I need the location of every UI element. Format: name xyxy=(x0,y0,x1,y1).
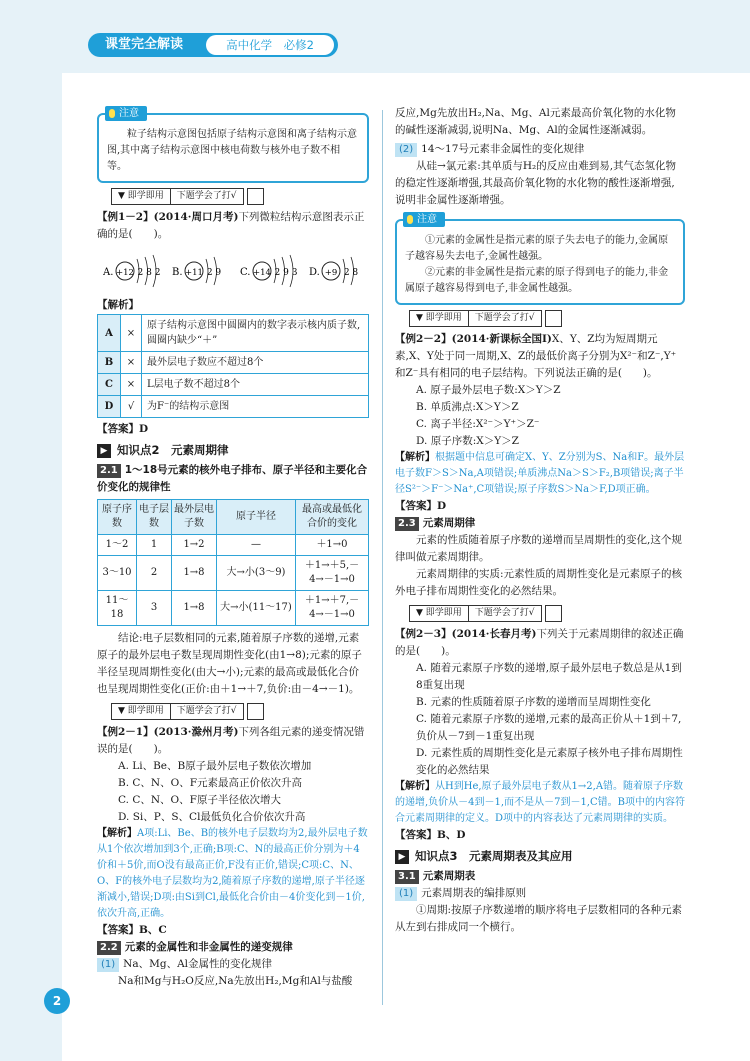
subject-title: 高中化学 必修2 xyxy=(206,35,334,55)
analysis-label: 【解析】 xyxy=(97,828,137,839)
table-cell: 1 xyxy=(137,535,172,556)
knowledge-point-title: 知识点3 元素周期表及其应用 xyxy=(415,849,573,863)
section-number: 2.3 xyxy=(395,517,419,531)
judge-mark: √ xyxy=(121,396,142,418)
left-margin-band xyxy=(0,73,62,1061)
learned-label: 下题学会了打√ xyxy=(469,605,542,622)
example-2-2 xyxy=(395,331,685,382)
note-text: ②元素的非金属性是指元素的原子得到电子的能力,非金属原子越容易得到电子,非金属性越强。 xyxy=(405,267,669,294)
atom-diagram-a xyxy=(103,251,163,291)
analysis-reason: 最外层电子数应不超过8个 xyxy=(142,352,369,374)
column-header: 原子半径 xyxy=(217,500,296,535)
learned-label: 下题学会了打√ xyxy=(469,310,542,327)
atom-shells: 2 9 3 xyxy=(274,268,298,278)
learned-checkbox[interactable] xyxy=(545,605,562,622)
table-cell: 1→8 xyxy=(172,556,217,591)
quick-use-label: ▼ 即学即用 xyxy=(111,188,171,205)
table-row xyxy=(98,591,369,626)
option-a: A. 原子最外层电子数:X＞Y＞Z xyxy=(416,384,561,396)
analysis-reason: L层电子数不超过8个 xyxy=(142,374,369,396)
learned-label: 下题学会了打√ xyxy=(171,703,244,720)
table-cell: ＋1→0 xyxy=(296,535,369,556)
note-label: 注意 xyxy=(403,212,445,227)
example-title: 【例2－2】(2014·新课标全国Ⅰ) xyxy=(395,333,552,345)
subsection-number: (2) xyxy=(395,143,417,157)
atom-diagrams xyxy=(103,251,369,291)
section-title: 元素的金属性和非金属性的递变规律 xyxy=(124,941,293,953)
table-cell: 大→小(3～9) xyxy=(217,556,296,591)
page-number: 2 xyxy=(44,988,70,1014)
book-title: 课堂完全解读 xyxy=(104,37,183,52)
table-cell: 1→2 xyxy=(172,535,217,556)
analysis-reason: 为F⁻的结构示意图 xyxy=(142,396,369,418)
column-header: 最外层电子数 xyxy=(172,500,217,535)
header-banner xyxy=(88,33,338,57)
table-cell: 1～2 xyxy=(98,535,137,556)
table-row xyxy=(98,352,369,374)
option-a: A. Li、Be、B原子最外层电子数依次增加 xyxy=(118,760,312,772)
analysis-reason: 原子结构示意图中圆圈内的数字表示核内质子数,圆圈内缺少“＋” xyxy=(142,315,369,352)
table-row xyxy=(98,396,369,418)
analysis-label: 【解析】 xyxy=(395,452,435,463)
note-label: 注意 xyxy=(105,106,147,121)
example-text: X、Y、Z均为短周期元素,X、Y处于同一周期,X、Z的最低价离子分别为X²⁻和Z⁻,Y⁺和Z⁻具有相同的电子层结构。下列说法正确的是( )。 xyxy=(395,333,677,379)
subsection-number: (1) xyxy=(395,887,417,901)
option-d: D. 元素性质的周期性变化是元素原子核外电子排布周期性变化的必然结果 xyxy=(416,747,683,776)
subsection-number: (1) xyxy=(97,958,119,972)
note-box xyxy=(395,214,685,305)
example-text: 下列各组元素的递变情况错误的是( )。 xyxy=(97,726,365,755)
atom-letter: C. xyxy=(240,267,251,278)
example-text: 下列微粒结构示意图表示正确的是( )。 xyxy=(97,211,365,240)
option-b: B. C、N、O、F元素最高正价依次升高 xyxy=(118,777,303,789)
option-d: D. Si、P、S、Cl最低负化合价依次升高 xyxy=(118,811,306,823)
subsection-title: Na、Mg、Al金属性的变化规律 xyxy=(123,958,273,970)
quick-check xyxy=(409,605,685,622)
atom-diagram-c xyxy=(240,251,300,291)
right-column xyxy=(395,105,685,936)
quick-use-label: ▼ 即学即用 xyxy=(409,605,469,622)
table-row xyxy=(98,535,369,556)
example-title: 【例2－1】(2013·滁州月考) xyxy=(97,726,239,738)
table-row xyxy=(98,315,369,352)
table-row xyxy=(98,556,369,591)
subsection-title: 元素周期表的编排原则 xyxy=(421,887,527,899)
paragraph: 元素周期律的实质:元素性质的周期性变化是元素原子的核外电子排布周期性变化的必然结果。 xyxy=(395,568,683,597)
subsection-2-2-2 xyxy=(395,141,685,158)
quick-check xyxy=(111,188,369,205)
analysis-block xyxy=(97,826,369,922)
atom-diagram-b xyxy=(172,251,232,291)
quick-check xyxy=(409,310,685,327)
option-a: A. 随着元素原子序数的递增,原子最外层电子数总是从1到8重复出现 xyxy=(416,662,682,691)
atom-shells: 2 9 xyxy=(206,268,221,278)
table-cell: 1→8 xyxy=(172,591,217,626)
subsection-title: 14～17号元素非金属性的变化规律 xyxy=(421,143,585,155)
example-text: 下列关于元素周期律的叙述正确的是( )。 xyxy=(395,628,684,657)
learned-label: 下题学会了打√ xyxy=(171,188,244,205)
atom-nucleus: +12 xyxy=(116,268,134,278)
table-cell: 3 xyxy=(137,591,172,626)
quick-check xyxy=(111,703,369,720)
atom-letter: D. xyxy=(308,267,320,278)
analysis-label: 【解析】 xyxy=(395,781,435,792)
judge-mark: × xyxy=(121,352,142,374)
section-title: 1～18号元素的核外电子排布、原子半径和主要化合价变化的规律性 xyxy=(97,464,368,493)
option-letter: A xyxy=(98,315,121,352)
option-d: D. 原子序数:X＞Y＞Z xyxy=(416,435,519,447)
paragraph: Na和Mg与H₂O反应,Na先放出H₂,Mg和Al与盐酸 xyxy=(118,975,353,987)
analysis-text: 从H到He,原子最外层电子数从1→2,A错。随着原子序数的递增,负价从－4到－1,而不是从－7到－1,C错。B项中的内容符合元素周期律的定义。D项中的内容表达了元素周期律的实质。 xyxy=(395,781,685,824)
column-header: 电子层数 xyxy=(137,500,172,535)
table-row xyxy=(98,374,369,396)
judge-mark: × xyxy=(121,315,142,352)
analysis-text: A项:Li、Be、B的核外电子层数均为2,最外层电子数从1个依次增加到3个,正确;B项:C、N的最高正价分别为＋4价和＋5价,而O没有最高正价,F没有正价,错误;C项:C、N、O、F的核外电子层数均为2,随着原子序数的递增,原子半径逐渐减小,错误;D项:由Si到Cl,最低化合价由－4价变化到－1价,依次升高,正确。 xyxy=(97,828,368,919)
example-title: 【例1－2】(2014·周口月考) xyxy=(97,211,239,223)
knowledge-point-title: 知识点2 元素周期律 xyxy=(117,443,229,457)
quick-use-label: ▼ 即学即用 xyxy=(409,310,469,327)
option-c: C. 随着元素原子序数的递增,元素的最高正价从＋1到＋7,负价从－7到－1重复出现 xyxy=(416,713,682,742)
table-header-row xyxy=(98,500,369,535)
table-cell: 大→小(11～17) xyxy=(217,591,296,626)
atom-letter: B. xyxy=(171,267,183,278)
quick-use-label: ▼ 即学即用 xyxy=(111,703,171,720)
option-letter: B xyxy=(98,352,121,374)
paragraph: 反应,Mg先放出H₂,Na、Mg、Al元素最高价氧化物的水化物的碱性逐渐减弱,说明Na、Mg、Al的金属性逐渐减弱。 xyxy=(395,107,676,136)
answer: 【答案】D xyxy=(97,423,149,435)
play-triangle-icon: ▶ xyxy=(395,850,409,864)
atom-diagram-d xyxy=(309,251,369,291)
column-divider xyxy=(382,110,383,1005)
example-2-1 xyxy=(97,724,369,758)
option-letter: D xyxy=(98,396,121,418)
section-title: 元素周期表 xyxy=(422,870,476,882)
periodicity-table xyxy=(97,499,369,626)
analysis-block xyxy=(395,450,685,498)
learned-checkbox[interactable] xyxy=(545,310,562,327)
example-2-3 xyxy=(395,626,685,660)
judge-mark: × xyxy=(121,374,142,396)
left-column xyxy=(97,105,369,990)
option-c: C. C、N、O、F原子半径依次增大 xyxy=(118,794,281,806)
answer: 【答案】B、C xyxy=(97,924,167,936)
paragraph: ①周期:按原子序数递增的顺序将电子层数相同的各种元素从左到右排成同一个横行。 xyxy=(395,904,683,933)
answer: 【答案】D xyxy=(395,500,447,512)
atom-nucleus: +11 xyxy=(184,268,203,278)
option-c: C. 离子半径:X²⁻＞Y⁺＞Z⁻ xyxy=(416,418,540,430)
analysis-table xyxy=(97,314,369,418)
section-number: 2.1 xyxy=(97,464,121,478)
play-triangle-icon: ▶ xyxy=(97,444,111,458)
analysis-label: 【解析】 xyxy=(97,299,139,311)
table-cell: 11～18 xyxy=(98,591,137,626)
option-letter: C xyxy=(98,374,121,396)
subsection-2-2-1 xyxy=(97,956,369,973)
subsection-3-1-1 xyxy=(395,885,685,902)
column-header: 原子序数 xyxy=(98,500,137,535)
atom-letter: A. xyxy=(103,267,114,278)
knowledge-point-3 xyxy=(395,848,685,865)
atom-nucleus: +14 xyxy=(253,268,272,278)
analysis-block xyxy=(395,779,685,827)
section-number: 3.1 xyxy=(395,870,419,884)
section-2-1 xyxy=(97,462,369,496)
paragraph: 从硅→氯元素:其单质与H₂的反应由难到易,其气态氢化物的稳定性逐渐增强,其最高价氧化物的水化物的酸性逐渐增强,说明非金属性逐渐增强。 xyxy=(395,160,677,206)
conclusion-text: 结论:电子层数相同的元素,随着原子序数的递增,元素原子的最外层电子数呈现周期性变化(由1→8);元素的原子半径呈现周期性变化(由大→小);元素的最高或最低化合价也呈现周期性变化(正价:由＋1→＋7,负价:由－4→－1)。 xyxy=(97,632,362,695)
table-cell: 2 xyxy=(137,556,172,591)
table-cell: ＋1→＋7,－4→－1→0 xyxy=(296,591,369,626)
atom-shells: 2 8 xyxy=(343,268,359,278)
column-header: 最高或最低化合价的变化 xyxy=(296,500,369,535)
section-2-2 xyxy=(97,939,369,956)
note-text: ①元素的金属性是指元素的原子失去电子的能力,金属原子越容易失去电子,金属性越强。 xyxy=(405,235,669,262)
atom-shells: 2 8 2 xyxy=(137,268,161,278)
example-1-2 xyxy=(97,209,369,243)
option-b: B. 元素的性质随着原子序数的递增而呈周期性变化 xyxy=(416,696,651,708)
note-box xyxy=(97,108,369,183)
analysis-text: 根据题中信息可确定X、Y、Z分别为S、Na和F。最外层电子数F＞S＞Na,A项错误;单质沸点Na＞S＞F₂,B项错误;离子半径S²⁻＞F⁻＞Na⁺,C项错误;原子序数S＞Na＞F,D项正确。 xyxy=(395,452,685,495)
section-3-1 xyxy=(395,868,685,885)
table-cell: ＋1→＋5,－4→－1→0 xyxy=(296,556,369,591)
learned-checkbox[interactable] xyxy=(247,703,264,720)
section-number: 2.2 xyxy=(97,941,121,955)
answer: 【答案】B、D xyxy=(395,829,466,841)
table-cell: — xyxy=(217,535,296,556)
knowledge-point-2 xyxy=(97,442,369,459)
atom-nucleus: +9 xyxy=(324,268,338,278)
note-text: 粒子结构示意图包括原子结构示意图和离子结构示意图,其中离子结构示意图中核电荷数与核外电子数不相等。 xyxy=(107,129,357,172)
section-2-3 xyxy=(395,515,685,532)
paragraph: 元素的性质随着原子序数的递增而呈周期性的变化,这个规律叫做元素周期律。 xyxy=(395,534,682,563)
section-title: 元素周期律 xyxy=(422,517,476,529)
table-cell: 3～10 xyxy=(98,556,137,591)
example-title: 【例2－3】(2014·长春月考) xyxy=(395,628,537,640)
learned-checkbox[interactable] xyxy=(247,188,264,205)
option-b: B. 单质沸点:X＞Y＞Z xyxy=(416,401,519,413)
